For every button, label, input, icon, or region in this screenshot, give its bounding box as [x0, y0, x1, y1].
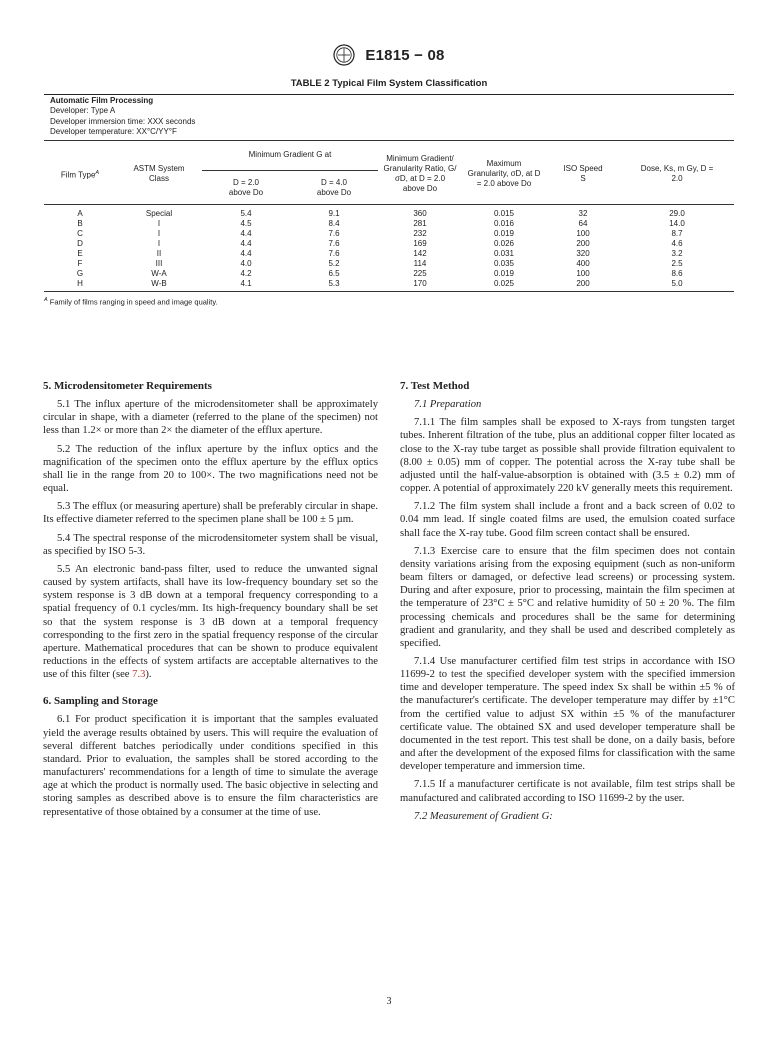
table-cell: 7.6: [328, 248, 340, 258]
table-caption: TABLE 2 Typical Film System Classification: [290, 78, 488, 89]
left-column: [43, 380, 378, 824]
header-ratio: Minimum Gradient/ Granularity Ratio, G/σD, at D = 2.0 above Do: [383, 153, 457, 193]
table-cell: I: [157, 238, 161, 248]
table-cell: A: [77, 208, 83, 218]
table-cell: 4.0: [240, 258, 252, 268]
table-cell: W-B: [151, 278, 167, 288]
table-cell: 6.5: [328, 268, 340, 278]
table-row: [44, 279, 734, 289]
table-cell: 0.016: [493, 218, 515, 228]
section-6-title: 6. Sampling and Storage: [43, 695, 158, 708]
table-cell: I: [157, 218, 161, 228]
para-7-2: 7.2 Measurement of Gradient G:: [414, 810, 553, 822]
table-footnote: $^A$ Family of films ranging in speed and image quality.: [44, 296, 218, 307]
table-cell: 4.1: [240, 278, 252, 288]
para-7-1-3: 7.1.3 Exercise care to ensure that the film specimen does not contain density variations arising from the exposing equipment (such as non-uniform beam filters or damaged, or defective lead screens) or processing system. During and after exposure, prior to processing, maintain the film specimen at the temperature of 23°C ± 5°C and relative humidity of 50 ± 20 %. The film processing chemicals and procedures shall be the same for determining gradient and granularity, and they shall be used and described completely as specified.: [400, 545, 735, 649]
right-column: [400, 380, 735, 828]
table-cell: G: [76, 268, 84, 278]
table-cell: 14.0: [669, 218, 685, 228]
film-system-table: [44, 141, 734, 289]
processing-conditions: [44, 95, 734, 138]
para-6-1: 6.1 For product specification it is important that the samples evaluated yield the average results obtained by users. This will require the evaluation of several different batches periodically under conditions specified in this standard. Prior to evaluation, the samples shall be stored according to the manufacturers' recommendations for a length of time to simulate the average age at which the product is normally used. The basic objective in selecting and storing samples as described above is to ensure the film characteristics are representative of those obtained by a consumer at the time of use.: [43, 714, 378, 818]
table-cell: 114: [413, 258, 427, 268]
table-cell: 4.2: [240, 268, 252, 278]
table-cell: III: [155, 258, 163, 268]
table-cell: 7.6: [328, 238, 340, 248]
table-cell: 170: [413, 278, 427, 288]
section-7-title: 7. Test Method: [400, 380, 470, 392]
para-5-3: 5.3 The efflux (or measuring aperture) shall be preferably circular in shape. Its effective diameter referred to the specimen plane shall be 100 ± 5 µm.: [43, 501, 378, 526]
table-cell: 200: [576, 238, 590, 248]
table-cell: F: [77, 258, 83, 268]
table-cell: 4.4: [240, 248, 252, 258]
table-cell: 8.7: [671, 228, 683, 238]
header-iso-speed: ISO Speed S: [563, 163, 603, 183]
table-cell: 4.4: [240, 228, 252, 238]
table-row: [44, 209, 734, 219]
table-cell: 169: [413, 238, 427, 248]
processing-title: Automatic Film Processing: [50, 96, 154, 105]
header-min-gradient: Minimum Gradient G at: [202, 141, 378, 171]
table-cell: 4.4: [240, 238, 252, 248]
para-5-2: 5.2 The reduction of the influx aperture by the influx optics and the magnification of the specimen onto the efflux aperture by the efflux optics shall lie in the range from 20 to 100×. The two magnifications need not be equal.: [43, 443, 378, 495]
header-d40: D = 4.0 above Do: [316, 177, 352, 197]
table-cell: 232: [413, 228, 427, 238]
table-cell: 0.019: [493, 228, 515, 238]
table-cell: 5.3: [328, 278, 340, 288]
table-row: [44, 259, 734, 269]
para-5-1: 5.1 The influx aperture of the microdensitometer shall be approximately circular in shape, with a diameter (referred to the plane of the specimen) not less than 1.2× or more than 2× the diameter of the efflux aperture.: [43, 399, 378, 437]
table-cell: 0.019: [493, 268, 515, 278]
para-7-1-4: 7.1.4 Use manufacturer certified film test strips in accordance with ISO 11699-2 to test the specified developer system with the specified immersion time and developer temperature. The speed index Sx shall be within ±5 % of the manufacturer's certificate. The developer temperature may differ by ±1°C from the certified value to adjust SX within ±5 % of the manufacturer certificate value. The obtained SX and used developer temperature shall be documented in the test report. This test shall be done, on a daily basis, before and after the development of the exposed films for classification with the same developer temperature and immersion time.: [400, 655, 735, 773]
table-cell: 360: [413, 208, 427, 218]
table-cell: 142: [413, 248, 427, 258]
table-cell: 3.2: [671, 248, 683, 258]
para-7-1: 7.1 Preparation: [414, 399, 482, 411]
table-cell: D: [77, 238, 83, 248]
para-7-1-1: 7.1.1 The film samples shall be exposed to X-rays from tungsten target tubes. Inherent filtration of the tube, plus an additional copper filter located as close to the X-ray tube target as possible shall provide filtration equivalent to (8.00 ± 0.05) mm of copper. The potential across the X-ray tube shall be adjusted until the half-value-absorption is obtained with (3.5 ± 0.2) mm of copper. A potential of approximately 220 kV generally meets this requirement.: [400, 417, 735, 495]
table-cell: 5.0: [671, 278, 683, 288]
processing-line: Developer immersion time: XXX seconds: [50, 116, 196, 126]
processing-line: Developer: Type A: [50, 106, 116, 116]
table-cell: 7.6: [328, 228, 340, 238]
ref-link-7-3[interactable]: 7.3: [132, 669, 146, 681]
header-d20: D = 2.0 above Do: [228, 177, 264, 197]
table-cell: 0.025: [493, 278, 515, 288]
table-cell: 5.4: [240, 208, 252, 218]
table-cell: I: [157, 228, 161, 238]
table-cell: 32: [578, 208, 588, 218]
table-cell: 100: [576, 268, 590, 278]
header-dose: Dose, Ks, m Gy, D = 2.0: [640, 163, 714, 183]
table-cell: 29.0: [669, 208, 685, 218]
table-cell: 4.5: [240, 218, 252, 228]
para-7-1-2: 7.1.2 The film system shall include a front and a back screen of 0.02 to 0.04 mm lead. If single coated films are used, the emulsion coated surface shall face the X-ray tube. Good film screen contact shall be ensured.: [400, 501, 735, 539]
table-cell: 0.015: [493, 208, 515, 218]
table-cell: 8.4: [328, 218, 340, 228]
table-row: [44, 219, 734, 229]
table-cell: H: [77, 278, 83, 288]
table-cell: II: [156, 248, 162, 258]
table-cell: W-A: [151, 268, 167, 278]
table-row: [44, 239, 734, 249]
table-cell: 200: [576, 278, 590, 288]
table-cell: 100: [576, 228, 590, 238]
header-granularity: Maximum Granularity, σD, at D = 2.0 above Do: [467, 158, 541, 188]
table-row: [44, 229, 734, 239]
page-number: 3: [386, 996, 392, 1007]
table-cell: 320: [576, 248, 590, 258]
header-film-type: Film Type$^A$: [60, 170, 100, 180]
para-5-4: 5.4 The spectral response of the microdensitometer system shall be visual, as specified by ISO 5-3.: [43, 532, 378, 557]
table-cell: 0.035: [493, 258, 515, 268]
header-astm-class: ASTM System Class: [133, 164, 185, 184]
table-cell: 5.2: [328, 258, 340, 268]
document-header: [0, 44, 778, 66]
astm-logo-icon: [333, 44, 355, 66]
para-5-5: 5.5 An electronic band-pass filter, used to reduce the unwanted signal caused by system artifacts, shall have its low-frequency boundary set so the system response is 3 dB down at a temporal frequency corresponding to a spatial frequency of 0.1 cycles/mm. Its high-frequency boundary shall be set so that the system response is 3 dB down at a temporal frequency corresponding to the first zero in the spatial frequency response of the circular aperture. Mathematical procedures that can be shown to produce equivalent reductions in the effects of system artifacts are acceptable alternatives to the use of this filter (see 7.3).: [43, 563, 378, 681]
table-cell: 9.1: [328, 208, 340, 218]
table-cell: 8.6: [671, 268, 683, 278]
processing-line: Developer temperature: XX°C/YY°F: [50, 127, 177, 137]
table-cell: C: [77, 228, 83, 238]
section-5-title: 5. Microdensitometer Requirements: [43, 380, 212, 392]
table-cell: 2.5: [671, 258, 683, 268]
table-row: [44, 269, 734, 279]
table-row: [44, 249, 734, 259]
table-cell: 0.031: [493, 248, 515, 258]
table-cell: 225: [413, 268, 427, 278]
table-cell: 0.026: [493, 238, 515, 248]
para-7-1-5: 7.1.5 If a manufacturer certificate is not available, film test strips shall be manufactured and calibrated according to ISO 11699-2 by the user.: [400, 779, 735, 804]
table-cell: B: [77, 218, 83, 228]
table-cell: 64: [578, 218, 588, 228]
table-cell: 4.6: [671, 238, 683, 248]
table-cell: Special: [145, 208, 173, 218]
table-cell: 281: [413, 218, 427, 228]
table-cell: E: [77, 248, 83, 258]
film-system-table-block: [44, 94, 734, 308]
table-cell: 400: [576, 258, 590, 268]
document-code: E1815 − 08: [365, 46, 445, 64]
table-body: [44, 209, 734, 289]
